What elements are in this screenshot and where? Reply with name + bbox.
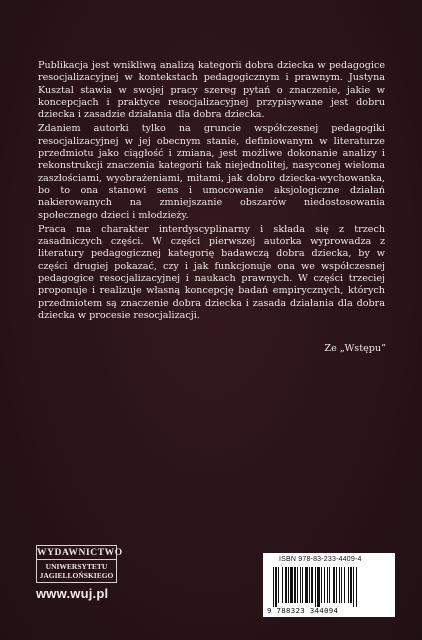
- publisher-university-line2: JAGIELLOŃSKIEGO: [39, 571, 114, 580]
- publisher-name: WYDAWNICTWO: [37, 548, 123, 558]
- isbn-barcode-box: [263, 553, 395, 617]
- publisher-university: [37, 560, 116, 582]
- publisher-website: www.wuj.pl: [36, 586, 109, 601]
- cover-blurb: [38, 60, 385, 324]
- publisher-university-line1: UNIWERSYTETU: [45, 562, 108, 571]
- publisher-logo: [36, 545, 123, 583]
- blurb-paragraph: Praca ma charakter interdyscyplinarny i składa się z trzech zasadniczych części. W części pierwszej autorka wyprowadza z literatury pedagogicznej kategorię badawczą dobra dziecka, by w części drugiej pokazać, czy i jak funkcjonuje ona we współczesnej pedagogice resocjalizacyjnej i naukach prawnych. W części trzeciej proponuje i realizuje własną koncepcję badań empirycznych, których przedmiotem są znaczenie dobra dziecka i zasada działania dla dobra dziecka w procesie resocjalizacji.: [38, 223, 385, 321]
- quote-source: Ze „Wstępu”: [324, 343, 386, 354]
- blurb-paragraph: Zdaniem autorki tylko na gruncie współczesnej pedagogiki resocjalizacyjnej w jej obecnym stanie, definiowanym w literaturze przedmiotu jako ciągłość i zmiana, jest możliwe dokonanie analizy i rekonstrukcji znaczenia kategorii tak niejednolitej, nasyconej wieloma zaszłościami, wyobrażeniami, mitami, jak dobro dziecka-wychowanka, bo to ona stanowi sens i umocowanie aksjologiczne działań nakierowanych na zmniejszanie obszarów niedostosowania społecznego dzieci i młodzieży.: [38, 123, 385, 221]
- blurb-paragraph: Publikacja jest wnikliwą analizą kategorii dobra dziecka w pedagogice resocjalizacyjnej w kontekstach pedagogicznym i prawnym. Justyna Kusztal stawia w swojej pracy szereg pytań o znaczenie, jakie w koncepcjach i praktyce resocjalizacyjnej przypisywane jest dobru dziecka i zasadzie działania dla dobra dziecka.: [38, 60, 385, 121]
- barcode-digits: 9 788323 344094: [267, 606, 339, 615]
- isbn-label: ISBN 978-83-233-4409-4: [279, 556, 362, 563]
- barcode-icon: [273, 567, 385, 607]
